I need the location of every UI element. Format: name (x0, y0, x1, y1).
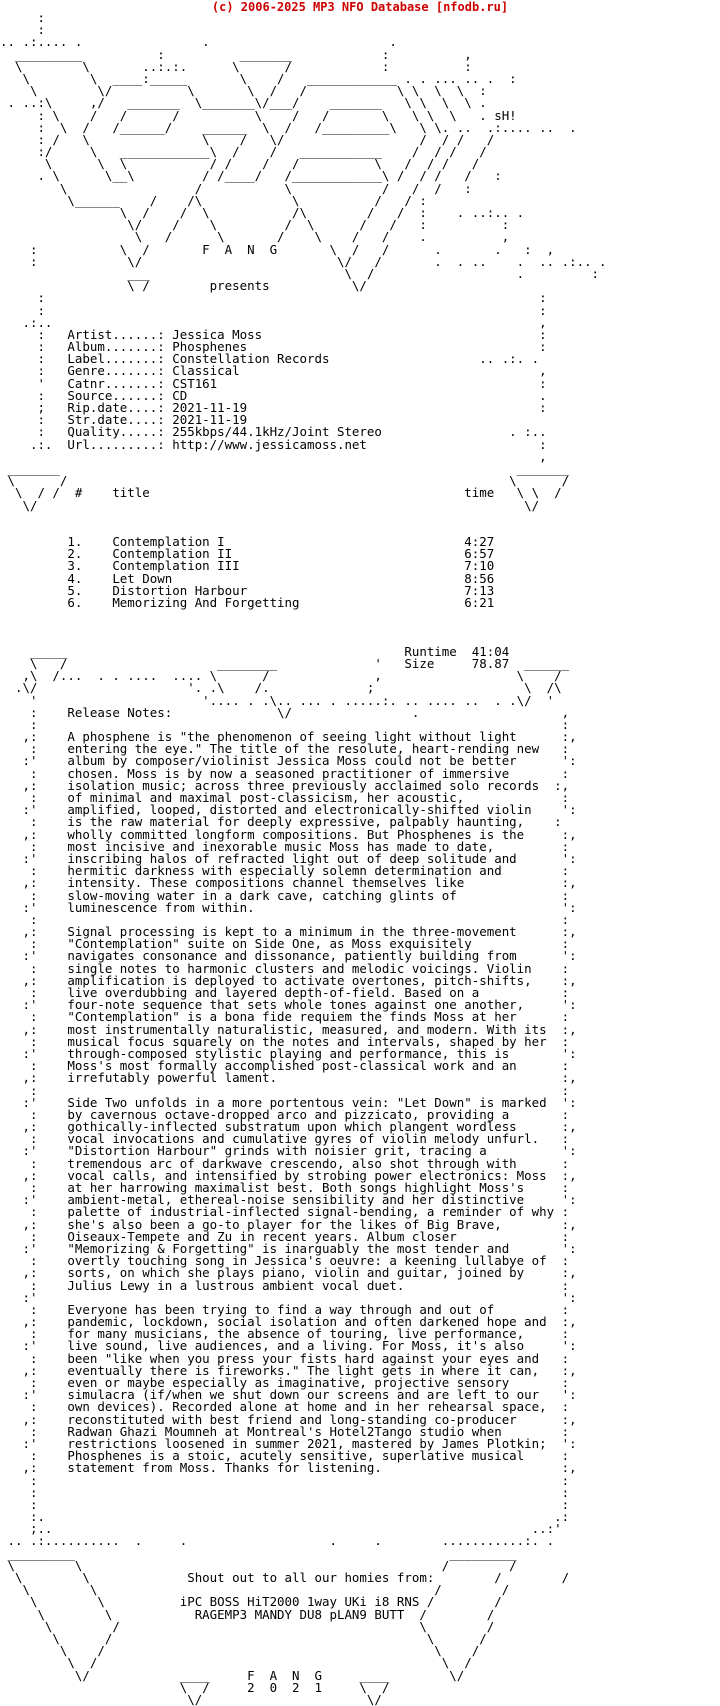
nfo-ascii-document: : : .. .:.... . . . _________ : _______ : , \ \ ..:.:. \ / : : \ \ ____:_____ \ / ____________ . . ... .. . : \ \/ \ \ / / \ \ \ \ : . ..:\ ,/ _______ \_______\/___/ _______ \ \ \ \ . : \ / / / \ / / \ \ \ \ . sH! : \ / /______/ ______ \ / /_________\ \ \. .. .:.... .. . : / \ \ / \/ / / / / :/ \ ____________\ / / ___________ / / / / \ \ \ / / / / \ / / / / . \ \__\ / /____/ /____________\ / / / / : \ / \ / / / : \______ / /\ \ / / : \ / / \ /\ / / : . ..:.. . \/ / \ / \ / / : : \ / \ / \ / / . , : \ / F A N G \ / / . . : , : \/ \/ / . . .. . .. .:.. . ___ \ / . : \ / presents \/ : : : : .:.. , : Artist......: Jessica Moss : : Album.......: Phosphenes : : Label.......: Constellation Records .. .:. . : Genre.......: Classical , ' Catnr.......: CST161 : : Source......: CD . ; Rip.date....: 2021-11-19 : : Str.date....: 2021-11-19 : Quality.....: 255kbps/44.1kHz/Joint Stereo . :.. .:. Url.........: http://www.jessicamoss.net : , _______ _______ \ / \ / \ / / # title time \ \ / \/ \/ 1. Contemplation I 4:27 2. Contemplation II 6:57 3. Contemplation III 7:10 4. Let Down 8:56 5. Distortion Harbour 7:13 6. Memorizing And Forgetting 6:21 _____ Runtime 41:04 \ / ________ ' Size 78.87 ______ ,\ /... . . .... .... \ / , \ / .\/ '. .\ /. ; \ /\ ' '.... . .\.. ... . .....:. .. .... .. . .\/ ' : Release Notes: \/ . , : : ,: A phosphene is "the phenomenon of seeing light without light :, : entering the eye." The title of the resolute, heart-rending new : :' album by composer/violinist Jessica Moss could not be better ': : chosen. Moss is by now a seasoned practitioner of immersive : ,: isolation music; across three previously acclaimed solo records :, : of minimal and maximal post-classicism, her acoustic, : :' amplified, looped, distorted and electronically-shifted violin ': : is the raw material for deeply expressive, palpably haunting, : ,: wholly committed longform compositions. But Phosphenes is the :, : most incisive and inexorable music Moss has made to date, : :' inscribing halos of refracted light out of deep solitude and ': : hermitic darkness with especially solemn determination and : ,: intensity. These compositions channel themselves like :, : slow-moving water in a dark cave, catching glints of : :' luminescence from within. ': : : ,: Signal processing is kept to a minimum in the three-movement :, : "Contemplation" suite on Side One, as Moss exquisitely : :' navigates consonance and dissonance, patiently building from ': : single notes to harmonic clusters and melodic voicings. Violin : ,: amplification is deployed to activate overtones, pitch-shifts, :, : live overdubbing and layered depth-of-field. Based on a : :' four-note sequence that sets whole tones against one another, ': : "Contemplation" is a bona fide requiem the finds Moss at her : ,: most instrumentally naturalistic, measured, and modern. With its :, : musical focus squarely on the notes and intervals, shaped by her : :' through-composed stylistic playing and performance, this is ': : Moss's most formally accomplished post-classical work and an : ,: irrefutably powerful lament. :, : : :' Side Two unfolds in a more portentous vein: "Let Down" is marked ': : by cavernous octave-dropped arco and pizzicato, providing a : ,: gothically-inflected substratum upon which plangent wordless :, : vocal invocations and cumulative gyres of violin melody unfurl. : :' "Distortion Harbour" grinds with noisier grit, tracing a ': : tremendous arc of darkwave crescendo, also shot through with : ,: vocal calls, and intensified by strobing power electronics: Moss :, : at her harrowing maximalist best. Both songs highlight Moss's : :' ambient-metal, ethereal-noise sensibility and her distinctive ': : palette of industrial-inflected signal-bending, a reminder of why : ,: she's also been a go-to player for the likes of Big Brave, :, : Oiseaux-Tempete and Zu in recent years. Album closer : :' "Memorizing & Forgetting" is inarguably the most tender and ': : overtly touching song in Jessica's oeuvre: a keening lullabye of : ,: sorts, on which she plays piano, violin and guitar, joined by :, : Julius Lewy in a lustrous ambient vocal duet. : :' ': : Everyone has been trying to find a way through and out of : ,: pandemic, lockdown, social isolation and often darkened hope and :, : for many musicians, the absence of touring, live performance, : :' live sound, live audiences, and a living. For Moss, it's also ': : been "like when you press your fists hard against your eyes and : ,: eventually there is fireworks." The light gets in where it can, :, : even or maybe especially as imaginative, projective sensory : :' simulacra (if/when we shut down our screens and are left to our ': : own devices). Recorded alone at home and in her rehearsal space, : ,: reconstituted with best friend and long-standing co-producer :, : Radwan Ghazi Moumneh at Montreal's Hotel2Tango studio when : :' restrictions loosened in summer 2021, mastered by James Plotkin; ': : Phosphenes is a stoic, acutely sensitive, superlative musical : ,: statement from Moss. Thanks for listening. :, : : : : : : :. .: ;.. ..:' .. .:.......... . . . . ...........:. . _________ _________ \ \ / / \ \ Shout out to all our homies from: / / \ \ / / \ \ iPC BOSS HiT2000 1way UKi i8 RNS / / \ \ RAGEMP3 MANDY DU8 pLAN9 BUTT / / \ / \ / \ / \ / \ / \ / \ / \ / \/ ____ F A N G ____ \/ \ / 2 0 2 1 \ / \/ \/ (0, 12, 607, 1706)
nfodb-banner: (c) 2006-2025 MP3 NFO Database [nfodb.ru] (211, 0, 509, 14)
